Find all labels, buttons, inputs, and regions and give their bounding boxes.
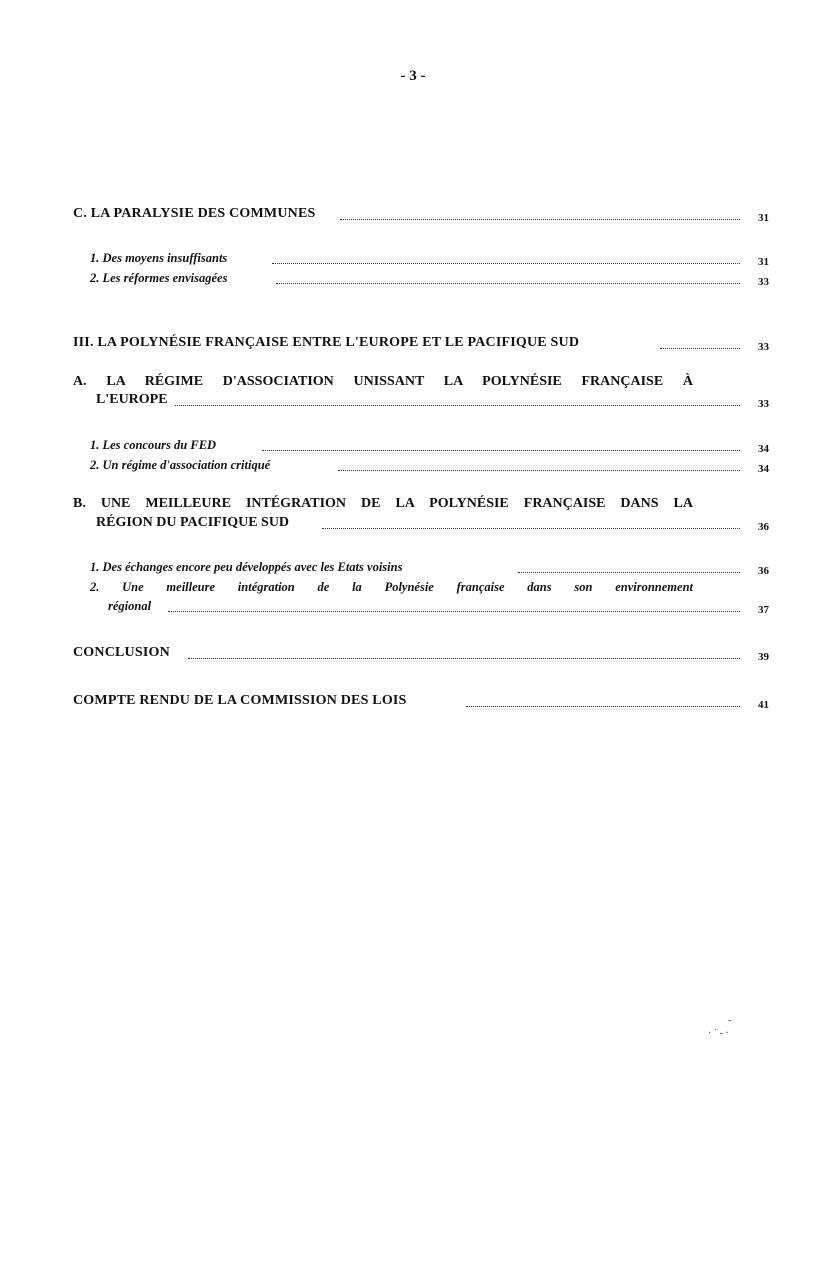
leader-dots <box>175 404 740 406</box>
toc-entry-label: 1. Les concours du FED <box>90 435 218 455</box>
toc-entry[interactable] <box>0 643 826 663</box>
page-number: - 3 - <box>400 68 426 84</box>
toc-entry-label-line1: 2. Une meilleure intégration de la Polynésie française dans son environnement <box>90 580 693 594</box>
toc-page-number: 37 <box>758 604 769 616</box>
toc-entry-label: C. LA PARALYSIE DES COMMUNES <box>73 204 317 224</box>
toc-page-number: 36 <box>758 521 769 533</box>
leader-dots <box>272 262 740 264</box>
toc-page-number: 34 <box>758 463 769 475</box>
toc-page-number: 33 <box>758 341 769 353</box>
toc-entry-label: COMPTE RENDU DE LA COMMISSION DES LOIS <box>73 691 409 711</box>
toc-entry[interactable] <box>0 248 826 268</box>
toc-entry-label: III. LA POLYNÉSIE FRANÇAISE ENTRE L'EUROPE ET LE PACIFIQUE SUD <box>73 333 581 353</box>
toc-page-number: 39 <box>758 651 769 663</box>
toc-page-number: 41 <box>758 699 769 711</box>
leader-dots <box>340 218 740 220</box>
leader-dots <box>466 705 740 707</box>
leader-dots <box>188 657 740 659</box>
toc-entry[interactable] <box>0 691 826 711</box>
toc-entry[interactable] <box>0 596 826 616</box>
toc-entry-label: régional <box>108 596 153 616</box>
toc-entry[interactable] <box>0 204 826 224</box>
toc-entry-label-line1: A. LA RÉGIME D'ASSOCIATION UNISSANT LA POLYNÉSIE FRANÇAISE À <box>73 374 693 389</box>
toc-entry-label: 2. Un régime d'association critiqué <box>90 455 272 475</box>
toc-page-number: 36 <box>758 565 769 577</box>
toc-entry-label: 2. Les réformes envisagées <box>90 268 229 288</box>
toc-entry-label: CONCLUSION <box>73 643 172 663</box>
toc-entry[interactable] <box>0 268 826 288</box>
toc-entry[interactable] <box>0 435 826 455</box>
leader-dots <box>338 469 740 471</box>
toc-page-number: 33 <box>758 398 769 410</box>
toc-page-number: 34 <box>758 443 769 455</box>
toc-entry[interactable] <box>0 455 826 475</box>
toc-entry[interactable] <box>0 390 826 410</box>
toc-entry[interactable] <box>0 513 826 533</box>
toc-page-number: 31 <box>758 256 769 268</box>
leader-dots <box>518 571 740 573</box>
leader-dots <box>262 449 740 451</box>
leader-dots <box>660 347 740 349</box>
toc-entry-label-line1: B. UNE MEILLEURE INTÉGRATION DE LA POLYNÉSIE FRANÇAISE DANS LA <box>73 496 693 511</box>
scan-artifact: · ˙ ‐ · <box>708 1028 729 1039</box>
toc-entry-label: L'EUROPE <box>96 390 170 410</box>
leader-dots <box>322 527 740 529</box>
leader-dots <box>276 282 740 284</box>
leader-dots <box>168 610 740 612</box>
toc-entry-label: RÉGION DU PACIFIQUE SUD <box>96 513 291 533</box>
toc-entry-label: 1. Des moyens insuffisants <box>90 248 229 268</box>
toc-page-number: 33 <box>758 276 769 288</box>
scan-artifact: - <box>728 1015 732 1026</box>
toc-entry[interactable] <box>0 557 826 577</box>
toc-page-number: 31 <box>758 212 769 224</box>
toc-entry[interactable] <box>0 333 826 353</box>
toc-entry-label: 1. Des échanges encore peu développés avec les Etats voisins <box>90 557 404 577</box>
